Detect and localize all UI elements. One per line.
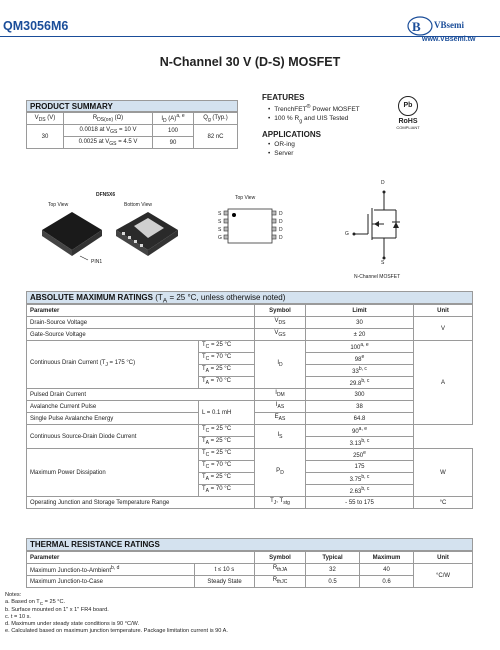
am-symbol: $E_{AS}$ <box>255 413 306 425</box>
th-cond: Steady State <box>195 576 255 588</box>
am-symbol: $I_{AS}$ <box>255 401 306 413</box>
ps-qg: 82 nC <box>194 125 238 149</box>
application-item: • OR-ing <box>268 141 360 148</box>
symbol-drain-label: D <box>381 180 385 186</box>
brand-logo-icon <box>406 14 436 38</box>
am-cond: $T_C = 25$ °C <box>199 449 255 461</box>
pin1-label: PIN1 <box>91 259 103 265</box>
package-name: DFN5X6 <box>96 192 116 198</box>
ps-rds-1: 0.0018 at $V_{GS} = 10$ V <box>64 125 153 137</box>
brand-logo <box>404 14 496 46</box>
applications-heading: APPLICATIONS <box>262 130 321 140</box>
rohs-label: RoHS <box>398 118 418 125</box>
symbol-source-label: S <box>381 260 385 266</box>
pinout-diagram <box>214 204 288 248</box>
am-param: Continuous Source-Drain Diode Current <box>27 425 199 449</box>
note-item: e. Calculated based on maximum junction temperature. Package limitation current is 90 A. <box>5 628 228 635</box>
am-col-unit: Unit <box>414 305 473 317</box>
pb-free-icon: Pb <box>398 96 418 116</box>
th-maximum: 40 <box>360 564 414 576</box>
ps-col-qg: $Q_g$ (Typ.) <box>194 113 238 125</box>
am-cond: $T_A = 25$ °C <box>199 437 255 449</box>
features-heading: FEATURES <box>262 93 305 102</box>
th-col-unit: Unit <box>414 552 473 564</box>
package-top-view-label: Top View <box>48 202 69 208</box>
am-unit: °C <box>414 497 473 509</box>
am-symbol: $I_S$ <box>255 425 306 449</box>
am-limit: 300 <box>306 389 414 401</box>
th-col-symbol: Symbol <box>255 552 306 564</box>
th-param: Maximum Junction-to-Case <box>27 576 195 588</box>
ps-id-2: 90 <box>153 137 194 149</box>
note-item: a. Based on $T_C = 25$ °C. <box>5 599 66 607</box>
application-item: • Server <box>268 150 360 157</box>
am-param: Gate-Source Voltage <box>27 329 255 341</box>
am-limit: 33$^{b, c}$ <box>306 365 414 377</box>
feature-item: • 100 % $R_g$ and UIS Tested <box>268 115 360 124</box>
am-limit: 64.8 <box>306 413 414 425</box>
am-param: Single Pulse Avalanche Energy <box>27 413 199 425</box>
th-symbol: $R_{thJA}$ <box>255 564 306 576</box>
features-section <box>262 93 360 157</box>
am-cond: $T_C = 70$ °C <box>199 461 255 473</box>
am-limit: 100$^{a, e}$ <box>306 341 414 353</box>
am-param: Avalanche Current Pulse <box>27 401 199 413</box>
am-cond: $T_C = 25$ °C <box>199 341 255 353</box>
product-summary-heading: PRODUCT SUMMARY <box>26 100 238 112</box>
am-limit: 98e <box>306 353 414 365</box>
notes-heading: Notes: <box>5 592 22 598</box>
th-param: Maximum Junction-to-Ambient$^{b, d}$ <box>27 564 195 576</box>
brand-name: VBsemi <box>434 20 464 30</box>
pinout-left-pins: S S S G <box>218 211 222 241</box>
am-symbol: $I_{DM}$ <box>255 389 306 401</box>
am-symbol: $T_J$, $T_{stg}$ <box>255 497 306 509</box>
ps-col-vds: $V_{DS}$ (V) <box>27 113 64 125</box>
note-item: d. Maximum under steady state conditions is 90 °C/W. <box>5 621 140 628</box>
am-unit: A <box>414 341 473 425</box>
abs-max-table <box>26 304 473 509</box>
ps-id-1: 100 <box>153 125 194 137</box>
am-unit: V <box>414 317 473 341</box>
am-cond: $T_C = 70$ °C <box>199 353 255 365</box>
package-bottom-view-label: Bottom View <box>124 202 152 208</box>
am-col-symbol: Symbol <box>255 305 306 317</box>
am-unit: W <box>414 449 473 497</box>
th-cond: t ≤ 10 s <box>195 564 255 576</box>
am-param: Pulsed Drain Current <box>27 389 255 401</box>
feature-item: • TrenchFET® Power MOSFET <box>268 104 360 113</box>
package-top-icon <box>42 212 102 250</box>
am-cond: $T_A = 70$ °C <box>199 485 255 497</box>
rohs-badge <box>393 96 423 130</box>
mosfet-symbol <box>350 188 410 270</box>
th-col-parameter: Parameter <box>27 552 255 564</box>
ps-col-rds: $R_{DS(on)}$ (Ω) <box>64 113 153 125</box>
am-param: Maximum Power Dissipation <box>27 449 199 497</box>
am-symbol: $P_D$ <box>255 449 306 497</box>
am-cond: $T_A = 25$ °C <box>199 473 255 485</box>
am-limit: 250e <box>306 449 414 461</box>
am-limit: 3.75$^{b, c}$ <box>306 473 414 485</box>
thermal-heading: THERMAL RESISTANCE RATINGS <box>26 538 473 551</box>
notes <box>5 592 228 635</box>
am-symbol: $V_{DS}$ <box>255 317 306 329</box>
ps-rds-2: 0.0025 at $V_{GS} = 4.5$ V <box>64 137 153 149</box>
abs-max-heading: ABSOLUTE MAXIMUM RATINGS ($T_A = 25$ °C, unless otherwise noted) <box>26 291 473 304</box>
am-cond: $T_A = 25$ °C <box>199 365 255 377</box>
am-col-parameter: Parameter <box>27 305 255 317</box>
ps-col-id: $I_D$ $(A)^{a, e}$ <box>153 113 194 125</box>
am-param: Operating Junction and Storage Temperature Range <box>27 497 255 509</box>
page-title: N-Channel 30 V (D-S) MOSFET <box>159 55 341 69</box>
svg-text:B: B <box>412 19 421 34</box>
am-col-limit: Limit <box>306 305 414 317</box>
am-limit: 30 <box>306 317 414 329</box>
am-symbol: $I_D$ <box>255 341 306 389</box>
am-param: Continuous Drain Current ($T_J = 175$ °C) <box>27 341 199 389</box>
pinout-title: Top View <box>235 195 256 201</box>
th-col-typical: Typical <box>306 552 360 564</box>
note-item: b. Surface mounted on 1" x 1" FR4 board. <box>5 607 109 614</box>
am-symbol: $V_{GS}$ <box>255 329 306 341</box>
pinout-right-pins: D D D D <box>279 211 283 241</box>
am-limit: - 55 to 175 <box>306 497 414 509</box>
package-images <box>36 206 186 268</box>
thermal-table <box>26 551 473 588</box>
symbol-caption: N-Channel MOSFET <box>354 274 401 280</box>
part-number: QM3056M6 <box>3 19 69 33</box>
ps-vds: 30 <box>27 125 64 149</box>
product-summary-table <box>26 112 238 149</box>
brand-website: www.VBsemi.tw <box>422 36 476 43</box>
th-symbol: $R_{thJC}$ <box>255 576 306 588</box>
am-param: Drain-Source Voltage <box>27 317 255 329</box>
am-cond: L = 0.1 mH <box>199 401 255 425</box>
th-col-maximum: Maximum <box>360 552 414 564</box>
am-limit: 2.63$^{b, c}$ <box>306 485 414 497</box>
symbol-gate-label: G <box>345 231 349 237</box>
th-maximum: 0.6 <box>360 576 414 588</box>
am-limit: 29.8$^{b, c}$ <box>306 377 414 389</box>
am-limit: 90$^{a, e}$ <box>306 425 414 437</box>
th-typical: 0.5 <box>306 576 360 588</box>
note-item: c. t = 10 s. <box>5 614 31 621</box>
am-cond: $T_C = 25$ °C <box>199 425 255 437</box>
am-limit: ± 20 <box>306 329 414 341</box>
am-cond: $T_A = 70$ °C <box>199 377 255 389</box>
am-limit: 3.13$^{b, c}$ <box>306 437 414 449</box>
th-typical: 32 <box>306 564 360 576</box>
am-limit: 175 <box>306 461 414 473</box>
th-unit: °C/W <box>414 564 473 588</box>
rohs-compliant: COMPLIANT <box>396 125 420 130</box>
am-limit: 38 <box>306 401 414 413</box>
